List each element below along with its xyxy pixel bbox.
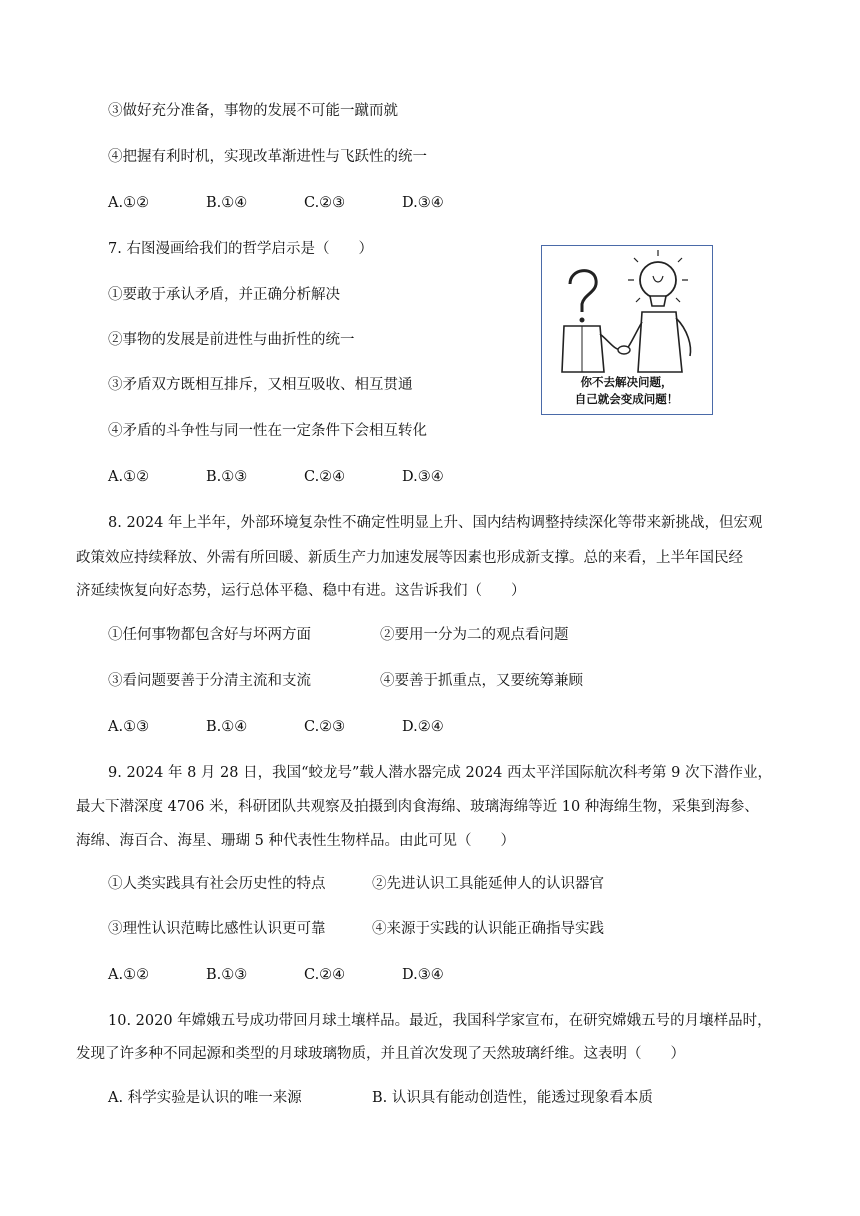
cartoon-caption-line-2: 自己就会变成问题！ [574,392,679,406]
q9-item-3: ③理性认识范畴比感性认识更可靠 [108,921,326,937]
q8-item-4: ④要善于抓重点，又要统筹兼顾 [380,673,583,689]
q9-option-d: D.③④ [402,967,444,983]
q8-option-c: C.②③ [304,719,346,735]
q6-item-4: ④把握有利时机，实现改革渐进性与飞跃性的统一 [108,149,427,165]
q7-item-1: ①要敢于承认矛盾，并正确分析解决 [108,287,340,303]
q10-option-a: A. 科学实验是认识的唯一来源 [108,1090,302,1106]
q9-item-1: ①人类实践具有社会历史性的特点 [108,876,326,892]
q9-stem-line-2: 最大下潜深度 4706 米，科研团队共观察及拍摄到肉食海绵、玻璃海绵等近 10 种海绵生物，采集到海参、 [76,799,759,815]
q6-option-b: B.①④ [206,195,248,211]
q7-item-2: ②事物的发展是前进性与曲折性的统一 [108,332,355,348]
q8-option-d: D.②④ [402,719,444,735]
q7-stem: 7. 右图漫画给我们的哲学启示是（ ） [108,241,373,257]
q9-option-b: B.①③ [206,967,248,983]
q7-option-c: C.②④ [304,469,346,485]
q10-stem-line-1: 10. 2020 年嫦娥五号成功带回月球土壤样品。最近，我国科学家宣布，在研究嫦娥五号的月壤样品时， [108,1013,772,1029]
q8-stem-line-2: 政策效应持续释放、外需有所回暖、新质生产力加速发展等因素也形成新支撑。总的来看，上半年国民经 [76,550,743,566]
q7-option-a: A.①② [108,469,150,485]
q7-item-3: ③矛盾双方既相互排斥，又相互吸收、相互贯通 [108,377,413,393]
cartoon-drawing [542,246,713,376]
q8-option-b: B.①④ [206,719,248,735]
q8-stem-line-3: 济延续恢复向好态势，运行总体平稳、稳中有进。这告诉我们（ ） [76,583,526,599]
q7-item-4: ④矛盾的斗争性与同一性在一定条件下会相互转化 [108,423,427,439]
q9-stem-line-3: 海绵、海百合、海星、珊瑚 5 种代表性生物样品。由此可见（ ） [76,833,515,849]
q8-item-2: ②要用一分为二的观点看问题 [380,627,569,643]
q6-item-3: ③做好充分准备，事物的发展不可能一蹴而就 [108,103,398,119]
q8-item-3: ③看问题要善于分清主流和支流 [108,673,311,689]
q6-option-a: A.①② [108,195,150,211]
q8-item-1: ①任何事物都包含好与坏两方面 [108,627,311,643]
q6-option-c: C.②③ [304,195,346,211]
q9-option-a: A.①② [108,967,150,983]
q9-option-c: C.②④ [304,967,346,983]
cartoon-image [541,245,713,415]
q7-option-b: B.①③ [206,469,248,485]
q9-stem-line-1: 9. 2024 年 8 月 28 日，我国“蛟龙号”载人潜水器完成 2024 西太平洋国际航次科考第 9 次下潜作业， [108,765,772,781]
q10-stem-line-2: 发现了许多种不同起源和类型的月球玻璃物质，并且首次发现了天然玻璃纤维。这表明（ ） [76,1046,685,1062]
q8-option-a: A.①③ [108,719,150,735]
q6-option-d: D.③④ [402,195,444,211]
q7-option-d: D.③④ [402,469,444,485]
q9-item-4: ④来源于实践的认识能正确指导实践 [372,921,604,937]
q10-option-b: B. 认识具有能动创造性，能透过现象看本质 [372,1090,653,1106]
q9-item-2: ②先进认识工具能延伸人的认识器官 [372,876,604,892]
cartoon-caption-line-1: 你不去解决问题， [580,375,673,389]
q8-stem-line-1: 8. 2024 年上半年，外部环境复杂性不确定性明显上升、国内结构调整持续深化等带来新挑战，但宏观 [108,515,763,531]
